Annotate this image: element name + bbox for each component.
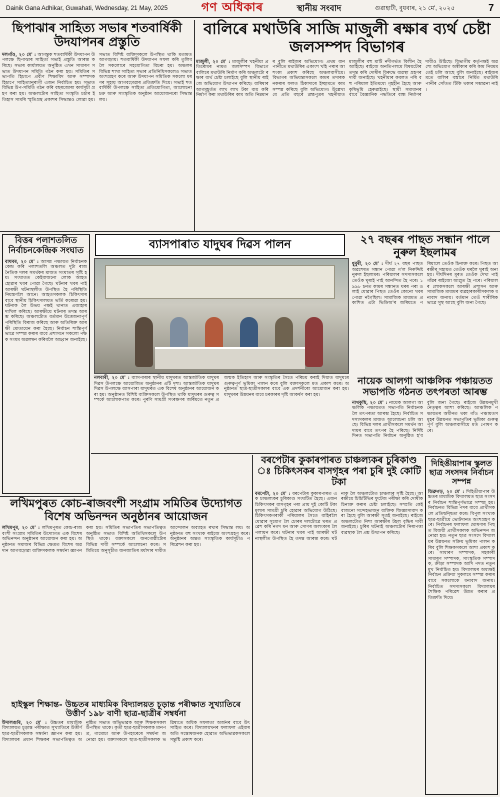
article-body: লখিমপুৰ, ২০ মে' : লখিমপুৰত কোচ-ৰাজবংশী সংগ্ৰাম সমিতিৰ উদ্যোগত এক বিশেষ অভিনন্দন অনুষ্ঠানৰ আয়োজন কৰা হয়। অনুষ্ঠানত সমাজৰ বিভিন্ন ক্ষেত্ৰত বিশেষ অৱদান আগবঢ়োৱা ব্যক্তিসকলক সম্বৰ্ধনা জ্ঞাপন কৰা হয়। সমিতিৰ সভাপতিৰ সভাপতিত্বত অনুষ্ঠিত সভাত বিশিষ্ট অতিথিসকলে উপস্থিত থাকে। বক্তাসকলে জনগোষ্ঠীটোৰ বিভিন্ন দাবী সম্পৰ্কে আলোচনা কৰে। সমিতিয়ে অনুসূচীত জনজাতিৰ মৰ্যাদাৰ দাবীত আন্দোলন অব্যাহত ৰখাৰ সিদ্ধান্ত লয়। অনুষ্ঠানত বহু সংখ্যক ৰাইজে অংশগ্ৰহণ কৰে। অনুষ্ঠানৰ অন্তত সাংস্কৃতিক কাৰ্যসূচীও পৰিৱেশন কৰা হয়।: [2, 526, 252, 554]
section-title: স্থানীয় সংবাদ: [296, 3, 342, 14]
masthead-right-date: গুৱাহাটী, বুধবাৰ, ২১ মে', ২০২৫: [374, 5, 455, 12]
article-panchayat-president: [352, 377, 498, 452]
article-body: নাথকুছি, ২০ মে' : নায়েক আলগা আঞ্চলিক পঞ্চায়তত সভাপতি নিৰ্বাচনক লৈ তৎপৰতা আৰম্ভ হৈছে। নিৰ্বাচিত সদস্যসকলৰ মাজত আলোচনা চলি আছে। বিভিন্ন দলৰ প্ৰাৰ্থীসকলে সমৰ্থন আদায়ৰ বাবে তৎপৰ হৈ পৰিছে। নিৰ্দিষ্ট দিনত সভাপতি নিৰ্বাচন অনুষ্ঠিত হ'ব বুলি জনা গৈছে। ৰাইজে উন্নয়নমুখী নেতৃত্বৰ আশা কৰিছে। আঞ্চলিক পঞ্চায়তৰ অধীনত থকা গাঁও পঞ্চায়তসমূহৰ উন্নয়নত সভাপতিৰ ভূমিকা গুৰুত্বপূৰ্ণ বুলি অঞ্চলবাসীয়ে মত পোষণ কৰে।: [352, 400, 500, 440]
article-headline: বিত্তৰ পলাশতলিত নিৰ্বাচনকেন্দ্ৰিক সংঘাত: [8, 236, 84, 256]
article-headline: ২৭ বছৰৰ পাছত সন্ধান পালে নুৰুল ইছলামৰ: [360, 233, 490, 259]
article-palashtali-clash: [2, 234, 90, 494]
article-body: বৰপেটা, ২০ মে' : বৰপেটাৰ কুকাৰপাৰত এক চাঞ্চল্যকৰ চুৰিকাণ্ড সংঘটিত হৈছে। এজন চিকিৎসকৰ বাসগৃহৰ পৰা প্ৰায় দুই কোটি টকা মূল্যৰ সামগ্ৰী চুৰি হোৱাৰ অভিযোগ উঠিছে। চিকিৎসকগৰাকী পৰিয়ালৰ সৈতে বাহিৰলৈ যোৱাৰ সুযোগ লৈ চোৰৰ দলটোৱে ঘৰত প্ৰৱেশ কৰি নগদ ধন আৰু সোণৰ অলংকাৰ লৈ পলায়ন কৰে। ঘটনাৰ খবৰ পাই আৰক্ষী ঘটনাস্থলীত উপস্থিত হৈ তদন্ত আৰম্ভ কৰে। ঘটনাক লৈ অঞ্চলটোত চাঞ্চল্যৰ সৃষ্টি হৈছে। আৰক্ষীয়ে চিচিটিভিৰ ফুটেজ পৰীক্ষা কৰি দোষীক চিনাক্ত কৰাৰ চেষ্টা চলাইছে। সম্প্ৰতি কেইবাজনো সন্দেহভাজন ব্যক্তিক জিজ্ঞাসাবাদ কৰা হৈছে বুলি আৰক্ষী সূত্ৰই জনাইছে। ৰাইজে অঞ্চলটোত নিশা আৰক্ষীৰ টহল বৃদ্ধিৰ দাবী জনাইছে। চুৰিৰ ঘটনাই অঞ্চলটোৰ নিৰাপত্তা ব্যৱস্থাক লৈ প্ৰশ্ন উত্থাপন কৰিছে।: [255, 491, 425, 542]
article-body: বাঘবৰ, ২০ মে' : আসন্ন পঞ্চায়ত নিৰ্বাচনক কেন্দ্ৰ কৰি পলাশতলি অঞ্চলত দুটা ৰাজনৈতিক দলৰ সমৰ্থকৰ মাজত সংঘাতৰ সৃষ্টি হয়। সংঘাতত কেইবাজনো লোক আহত হোৱাৰ খবৰ পোৱা গৈছে। ঘটনাৰ খবৰ পাই আৰক্ষী ঘটনাস্থলীত উপস্থিত হৈ পৰিস্থিতি নিয়ন্ত্ৰণলৈ আনে। আহতসকলক চিকিৎসাৰ বাবে স্থানীয় চিকিৎসালয়ত ভৰ্তি কৰোৱা হয়। ঘটনাক লৈ উভয় পক্ষই থানাত এজাহাৰ দাখিল কৰিছে। আৰক্ষীয়ে ঘটনাৰ তদন্ত আৰম্ভ কৰিছে। অঞ্চলটোত বৰ্তমান উত্তেজনাপূৰ্ণ পৰিস্থিতি বিৰাজ কৰিছে আৰু অতিৰিক্ত আৰক্ষী মোতায়েন কৰা হৈছে। নিৰ্বাচন শান্তিপূৰ্ণভাৱে সম্পন্ন কৰাৰ বাবে প্ৰশাসনে সকলো পক্ষক সংযম অৱলম্বন কৰিবলৈ আহ্বান জনাইছে।: [5, 259, 89, 343]
article-headline: হাইস্কুল শিক্ষান্ত- উচ্চতৰ মাধ্যমিক বিদ্যালয়ত চূড়ান্ত পৰীক্ষাত সুখ্যাতিৰে উত্তীৰ্ণ ১৯৮ বাণী ছাত্ৰ-ছাত্ৰীৰ সম্বৰ্ধনা: [11, 699, 241, 719]
article-headline: বালিৰে মথাউৰি সাজি মাজুলী ৰক্ষাৰ ব্যৰ্থ চেষ্টা জলসম্পদ বিভাগৰ: [203, 20, 491, 56]
article-body: ডিব্ৰুগড়, ২০ মে' : দিহিঙীয়াপাৰ উচ্চতৰ মাধ্যমিক বিদ্যালয়ত ছাত্ৰ সংসদৰ নিৰ্বাচন শান্তিপূৰ্ণভাৱে সম্পন্ন হয়। নিৰ্বাচনত বিভিন্ন পদৰ বাবে প্ৰাৰ্থীসকলে প্ৰতিদ্বন্দ্বিতা কৰে। বিপুল সংখ্যক ছাত্ৰ-ছাত্ৰীয়ে ভোটদানত অংশগ্ৰহণ কৰে। নিৰ্বাচনৰ ফলাফল ঘোষণাৰ পিছত বিজয়ী প্ৰাৰ্থীসকলক অভিনন্দন জনোৱা হয়। নতুন ছাত্ৰ সংসদে বিদ্যালয়ৰ উন্নয়নত সক্ৰিয় ভূমিকা পালন কৰিব বুলি শিক্ষকসকলে আশা প্ৰকাশ কৰে। সাধাৰণ সম্পাদক, সহকাৰী সাধাৰণ সম্পাদক, সাংস্কৃতিক সম্পাদক, ক্ৰীড়া সম্পাদক আদি পদত নতুন মুখ নিৰ্বাচিত হয়। বিদ্যালয়ৰ অধ্যক্ষই নিৰ্বাচন প্ৰক্ৰিয়া সুকলমে সম্পন্ন কৰাৰ বাবে সকলোকে ধন্যবাদ জনায়। নিৰ্বাচিত সদস্যসকলে বিদ্যালয়ৰ শৈক্ষিক পৰিৱেশ উন্নত কৰাৰ প্ৰতিশ্ৰুতি দিয়ে।: [428, 489, 497, 601]
article-school-felicitation: [2, 700, 250, 795]
article-headline: ব্যাসপাৰাত যাদুঘৰ দিৱস পালন: [148, 237, 292, 252]
article-body: দলগাঁও, ২০ মে' : আগন্তুক শতবাৰ্ষিকী উদযাপন উপলক্ষে ছিপাঝাৰ সাহিত্য সভাই প্ৰস্তুতি আৰম্ভ কৰিছে। সভাৰ কাৰ্যালয়ত অনুষ্ঠিত এখন সাধাৰণ সভাত উদযাপন সমিতি গঠন কৰা হয়। সমিতিৰ সভাপতি হিচাপে প্ৰবীণ শিক্ষাবিদ আৰু সম্পাদক হিচাপে সাহিত্যানুৰাগী এজন নিৰ্বাচিত হয়। সভাত বিভিন্ন উপ-সমিতি গঠন কৰি বছৰজোৰা কাৰ্যসূচী গ্ৰহণ কৰা হয়। অঞ্চলটোৰ সাহিত্য সংস্কৃতি চৰ্চাৰ ইতিহাস সামৰি স্মৃতিগ্ৰন্থ প্ৰকাশৰ সিদ্ধান্তও লোৱা হয়। সভাত বিশিষ্ট ব্যক্তিসকলে উপস্থিত থাকি মতামত আগবঢ়ায়। শতবাৰ্ষিকী উদযাপন সফল কৰি তুলিবলৈ সকলোৰে সহযোগিতা বিচৰা হয়। অঞ্চলৰ বিভিন্ন শাখা সাহিত্য সভাৰ প্ৰতিনিধিসকলেও সভাত অংশগ্ৰহণ কৰে আৰু উদযাপন সমিতিক সকলো ধৰণৰ সহায় আগবঢ়োৱাৰ প্ৰতিশ্ৰুতি দিয়ে। সভাই শতবাৰ্ষিকী উপলক্ষে সাহিত্য প্ৰতিযোগিতা, আলোচনা চক্ৰ আৰু সাংস্কৃতিক অনুষ্ঠান আয়োজনৰো সিদ্ধান্ত লয়।: [2, 52, 194, 103]
masthead-left-text: Dainik Gana Adhikar, Guwahati, Wednesday, 21 May, 2025: [6, 5, 168, 12]
article-headline: দিহিঙীয়াপাৰ স্কুলত ছাত্ৰ সংসদৰ নিৰ্বাচন সম্পন্ন: [429, 459, 494, 487]
article-barpeta-theft: [255, 456, 423, 795]
article-body: মাজুলী, ২০ মে' : মাজুলীৰ খহনীয়া প্ৰতিৰোধৰ নামত জলসম্পদ বিভাগে বালিৰে মথাউৰি নিৰ্মাণ কৰি অঞ্চলটো ৰক্ষাৰ ব্যৰ্থ চেষ্টা চলাইছে বুলি স্থানীয় ৰাইজে অভিযোগ উত্থাপন কৰিছে। বাৰিষাৰ আগমূহূৰ্তত লাখ লাখ টকা ব্যয় কৰি নিৰ্মাণ কৰা মথাউৰিৰ কাম অতি নিম্নমানৰ বুলি ৰাইজৰ অভিযোগ। প্ৰথম বানপানীতে মথাউৰিৰ একাংশ খহি পৰাৰ আশংকা প্ৰকাশ কৰিছে অঞ্চলবাসীয়ে। বিভাগৰ অভিযন্তাসকলে কামৰ তদাৰক নকৰাৰ ফলত ঠিকাদাৰে ইচ্ছামতে কাম সম্পন্ন কৰিছে বুলি অভিযোগ। উল্লেখ্য যে প্ৰতি বছৰে ব্ৰহ্মপুত্ৰৰ খহনীয়াত মাজুলীৰ বহু মাটি নদীগৰ্ভত বিলীন হৈ আহিছে। ৰাইজে অনতিপলমে বিষয়টোৰ তদন্ত কৰি দোষীৰ বিৰুদ্ধে ব্যৱস্থা গ্ৰহণৰ দাবী জনাইছে। খহনীয়াৰ কবলত পৰি বহু পৰিয়াল ইতিমধ্যে গৃহহীন হৈছে আৰু কৃষিভূমি হেৰুৱাইছে। স্থায়ী সমাধানৰ বাবে বৈজ্ঞানিক পদ্ধতিৰে বান্ধ নিৰ্মাণৰ দাবীও উঠিছে। বিভাগীয় কৰ্তৃপক্ষই অৱশ্যে অভিযোগ অস্বীকাৰ কৰি কাম নিয়মমতেই চলি আছে বুলি জনাইছে। ৰাইজৰ মতে বালিৰ বস্তাৰে নিৰ্মিত মথাউৰি পানীৰ সোঁতত টিকি থকাৰ সম্ভাৱনা নাই।: [196, 59, 500, 99]
article-body: নলবাৰী, ২০ মে' : ব্যাসপাৰাৰ স্থানীয় যাদুঘৰত আন্তৰ্জাতিক যাদুঘৰ দিৱস উপলক্ষে আয়োজিত অনুষ্ঠানৰ এটি দৃশ্য। আন্তৰ্জাতিক যাদুঘৰ দিৱস উপলক্ষে ব্যাসপাৰা যাদুঘৰত এক বিশেষ অনুষ্ঠানৰ আয়োজন কৰা হয়। অনুষ্ঠানত বিশিষ্ট ব্যক্তিসকলে উপস্থিত থাকি যাদুঘৰৰ গুৰুত্ব সম্পৰ্কে আলোকপাত কৰে। পুৰণি সামগ্ৰী সংৰক্ষণৰ জৰিয়তে নতুন প্ৰজন্মক ইতিহাস আৰু সংস্কৃতিৰ সৈতে পৰিচয় কৰাই দিয়াত যাদুঘৰে গুৰুত্বপূৰ্ণ ভূমিকা পালন কৰে বুলি বক্তাসকলে মত প্ৰকাশ কৰে। অনুষ্ঠানত ছাত্ৰ-ছাত্ৰীসকলৰ বাবে এক প্ৰদৰ্শনীৰো আয়োজন কৰা হয়। যাদুঘৰৰ উন্নয়নৰ বাবে চৰকাৰৰ দৃষ্টি আকৰ্ষণ কৰা হয়।: [94, 376, 351, 404]
article-headline: লখিমপুৰত কোচ-ৰাজবংশী সংগ্ৰাম সমিতিৰ উদ্যোগত বিশেষ অভিনন্দন অনুষ্ঠানৰ আয়োজন: [10, 497, 242, 523]
article-museum-day: [94, 376, 349, 452]
museum-day-photo: [94, 258, 349, 374]
article-nurul-islam: [352, 234, 498, 376]
newspaper-logo: গণ অধিকাৰ: [201, 0, 264, 14]
article-majuli-embankment: [196, 21, 498, 233]
article-headline: ছিপাঝাৰ সাহিত্য সভাৰ শতবাৰ্ষিকী উদযাপনৰ প্ৰস্তুতি: [12, 20, 182, 50]
article-koch-rajbongshi: [2, 498, 250, 698]
masthead: [0, 0, 500, 18]
article-body: ধুবুৰী, ২০ মে' : দীৰ্ঘ ২৭ বছৰ পাছত অৱশেষত সন্ধান পোৱা গ'ল নিৰুদ্দিষ্ট নুৰুল ইছলামৰ। পৰিয়ালৰ সদস্যসকলে তেওঁক ঘূৰাই পাই আনন্দিত হৈ পৰে। ১৯৯৮ চনত কামৰ সন্ধানত ঘৰৰ পৰা ওলাই যোৱাৰ পিছত তেওঁৰ কোনো খবৰ পোৱা নগৈছিল। সামাজিক মাধ্যমত প্ৰকাশিত এটা ভিডিঅ'ৰ জৰিয়তে পৰিয়ালে তেওঁক চিনাক্ত কৰে। পিছত আৰক্ষীৰ সহায়ত তেওঁক ঘৰলৈ ঘূৰাই অনা হয়। দীৰ্ঘদিনৰ মূৰত তেওঁক দেখা পাই গাঁৱৰ ৰাইজো আপ্লুত হৈ পৰে। পৰিয়ালৰ লোকসকলে আৰক্ষী প্ৰশাসন আৰু সামাজিক মাধ্যমৰ ব্যৱহাৰকাৰীসকলক ধন্যবাদ জনায়। বৰ্তমান তেওঁ শাৰীৰিকভাৱে সুস্থ আছে বুলি জনা গৈছে।: [352, 262, 500, 307]
article-body: উদালগুৰি, ২০ মে' : উচ্চতৰ মাধ্যমিক বিদ্যালয়ত চূড়ান্ত পৰীক্ষাত সুখ্যাতিৰে উত্তীৰ্ণ ছাত্ৰ-ছাত্ৰীসকলক সম্বৰ্ধনা জ্ঞাপন কৰা হয়। বিদ্যালয়ৰ প্ৰধান শিক্ষকৰ সভাপতিত্বত অনুষ্ঠিত সভাত অভিভাৱক আৰু শিক্ষকসকল উপস্থিত থাকে। কৃতী ছাত্ৰ-ছাত্ৰীসকলক মানপত্ৰ, গামোচা আৰু উপহাৰেৰে সম্বৰ্ধনা জনোৱা হয়। বক্তাসকলে ছাত্ৰ-ছাত্ৰীসকলক ভৱিষ্যতে অধিক সফলতা অৰ্জনৰ বাবে উৎসাহিত কৰে। বিদ্যালয়খনৰ ফলাফল এইবাৰ অতি সন্তোষজনক হোৱাত অভিভাৱকসকলে সন্তুষ্টি প্ৰকাশ কৰে।: [2, 720, 252, 743]
article-headline: বৰপেটাৰ কুকাৰপাৰত চাঞ্চল্যকৰ চুৰিকাণ্ড ঃ চিকিৎসকৰ বাসগৃহৰ পৰা চুৰি দুই কোটি টকা: [256, 455, 422, 488]
museum-day-banner: [95, 234, 345, 256]
article-headline: নায়েক আলগা আঞ্চলিক পঞ্চায়তত সভাপতি গঠনত তৎপৰতা আৰম্ভ: [357, 376, 493, 398]
page-number: 7: [488, 3, 494, 14]
article-sahitya-sabha: [2, 21, 192, 229]
article-student-union: [425, 456, 498, 795]
